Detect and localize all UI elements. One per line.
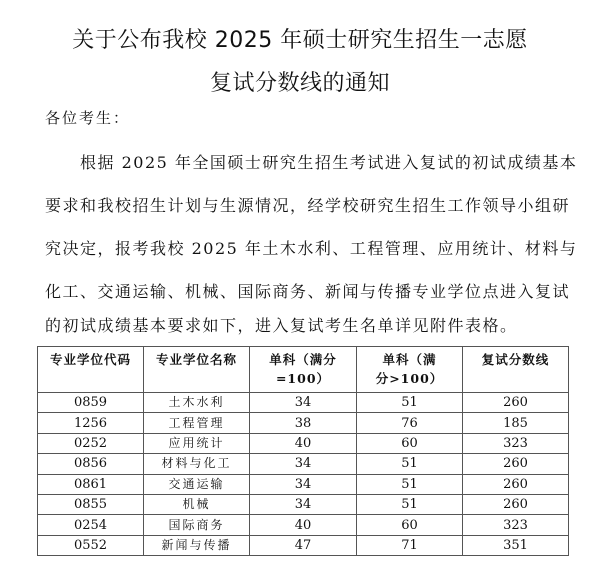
cell-cutoff: 323 [463, 433, 569, 453]
table-row [38, 515, 569, 535]
table-row [38, 494, 569, 514]
cell-name: 材料与化工 [144, 454, 250, 474]
cell-single-100: 34 [250, 474, 357, 494]
cell-code: 0859 [38, 393, 144, 413]
cell-single-over100: 60 [357, 515, 463, 535]
cell-code: 0252 [38, 433, 144, 453]
cell-single-over100: 51 [357, 454, 463, 474]
cell-name: 交通运输 [144, 474, 250, 494]
cell-single-over100: 51 [357, 393, 463, 413]
header-text: 专业学位代码 [49, 352, 131, 367]
header-text: =100） [275, 371, 331, 386]
paragraph-line: 要求和我校招生计划与生源情况，经学校研究生招生工作领导小组研 [45, 196, 571, 215]
cell-cutoff: 260 [463, 494, 569, 514]
cell-single-over100: 76 [357, 413, 463, 433]
paragraph-line: 化工、交通运输、机械、国际商务、新闻与传播专业学位点进入复试 [45, 282, 571, 301]
cell-single-over100: 60 [357, 433, 463, 453]
cell-name: 工程管理 [144, 413, 250, 433]
header-text: 分>100） [375, 371, 444, 386]
cell-cutoff: 260 [463, 393, 569, 413]
cell-name: 新闻与传播 [144, 535, 250, 555]
cell-cutoff: 185 [463, 413, 569, 433]
cell-name: 土木水利 [144, 393, 250, 413]
cell-name: 国际商务 [144, 515, 250, 535]
table-row [38, 433, 569, 453]
cell-code: 0254 [38, 515, 144, 535]
table-row [38, 413, 569, 433]
cell-name: 机械 [144, 494, 250, 514]
table-row [38, 393, 569, 413]
cell-single-100: 40 [250, 515, 357, 535]
paragraph-line: 根据 2025 年全国硕士研究生招生考试进入复试的初试成绩基本 [45, 153, 578, 172]
cell-cutoff: 260 [463, 454, 569, 474]
table-row [38, 474, 569, 494]
header-single-100 [250, 347, 357, 393]
header-text: 复试分数线 [481, 352, 550, 367]
header-code [38, 347, 144, 393]
paragraph-line: 的初试成绩基本要求如下，进入复试考生名单详见附件表格。 [45, 316, 518, 335]
cell-single-100: 47 [250, 535, 357, 555]
cell-code: 0856 [38, 454, 144, 474]
cell-cutoff: 323 [463, 515, 569, 535]
header-single-over100 [357, 347, 463, 393]
salutation: 各位考生： [45, 109, 131, 127]
header-text: 专业学位名称 [155, 352, 237, 367]
header-text: 单科（满分 [269, 352, 337, 367]
cell-single-over100: 51 [357, 494, 463, 514]
table-header [38, 347, 569, 393]
cell-single-100: 38 [250, 413, 357, 433]
cell-single-100: 34 [250, 454, 357, 474]
score-cutoff-table [37, 346, 569, 556]
cell-code: 0855 [38, 494, 144, 514]
paragraph-line: 究决定，报考我校 2025 年土木水利、工程管理、应用统计、材料与 [45, 239, 578, 258]
document-title-line-1: 关于公布我校 2025 年硕士研究生招生一志愿 [72, 28, 528, 53]
cell-cutoff: 260 [463, 474, 569, 494]
header-text: 单科（满 [382, 352, 437, 367]
cell-single-100: 34 [250, 393, 357, 413]
cell-code: 1256 [38, 413, 144, 433]
cell-code: 0552 [38, 535, 144, 555]
cell-single-over100: 51 [357, 474, 463, 494]
cell-single-over100: 71 [357, 535, 463, 555]
document-title-line-2: 复试分数线的通知 [209, 71, 390, 96]
table-row [38, 454, 569, 474]
cell-single-100: 34 [250, 494, 357, 514]
cell-name: 应用统计 [144, 433, 250, 453]
table-row [38, 535, 569, 555]
header-cutoff [463, 347, 569, 393]
cell-code: 0861 [38, 474, 144, 494]
cell-single-100: 40 [250, 433, 357, 453]
header-name [144, 347, 250, 393]
cell-cutoff: 351 [463, 535, 569, 555]
